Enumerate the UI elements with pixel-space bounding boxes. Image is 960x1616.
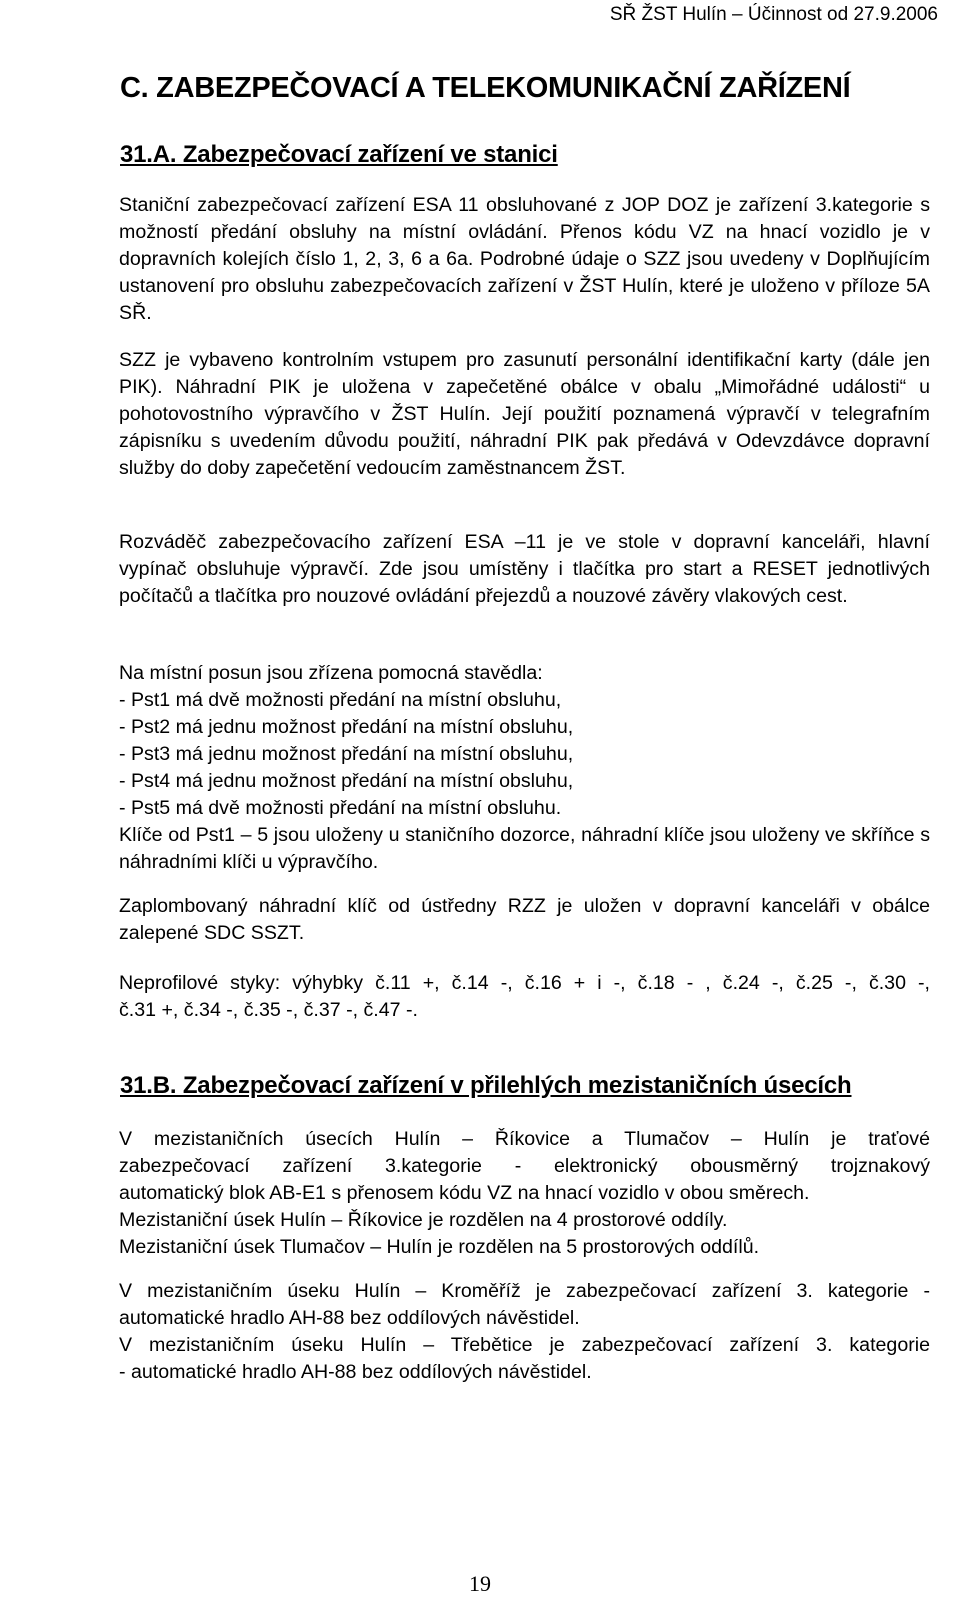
styky-line: Neprofilové styky: výhybky č.11 +, č.14 -, č.16 + i -, č.18 - , č.24 -, č.25 -, č.30 -, bbox=[119, 972, 930, 994]
styky-line: č.31 +, č.34 -, č.35 -, č.37 -, č.47 -. bbox=[119, 999, 418, 1021]
chapter-title: C. ZABEZPEČOVACÍ A TELEKOMUNIKAČNÍ ZAŘÍZENÍ bbox=[120, 72, 851, 104]
list-item: - Pst5 má dvě možnosti předání na místní obsluhu. bbox=[119, 797, 562, 819]
page-header: SŘ ŽST Hulín – Účinnost od 27.9.2006 bbox=[609, 4, 938, 25]
text-line: V mezistaničním úseku Hulín – Třebětice je zabezpečovací zařízení 3. kategorie bbox=[119, 1334, 930, 1356]
text-line: - automatické hradlo AH-88 bez oddílových návěstidel. bbox=[119, 1361, 592, 1383]
paragraph-text: Staniční zabezpečovací zařízení ESA 11 obsluhované z JOP DOZ je zařízení 3.kategorie s možností předání obsluhy na místní ovládání. Přenos kódu VZ na hnací vozidlo je v dopravních kolejích číslo 1, 2, 3, 6 a 6a. Podrobné údaje o SZZ jsou uvedeny v Doplňujícím ustanovení pro obsluhu zabezpečovacích zařízení v ŽST Hulín, které je uloženo v příloze 5A SŘ. bbox=[119, 194, 930, 324]
paragraph-text: Zaplombovaný náhradní klíč od ústředny RZZ je uložen v dopravní kanceláři v obálce zalepené SDC SSZT. bbox=[119, 895, 930, 944]
section-b-paragraph-2 bbox=[119, 1278, 930, 1386]
posun-list bbox=[119, 660, 930, 876]
list-item: - Pst1 má dvě možnosti předání na místní obsluhu, bbox=[119, 689, 562, 711]
text-line: automatický blok AB-E1 s přenosem kódu VZ na hnací vozidlo v obou směrech. bbox=[119, 1182, 810, 1204]
text-line: automatické hradlo AH-88 bez oddílových návěstidel. bbox=[119, 1307, 580, 1329]
section-a-paragraph-2 bbox=[119, 347, 930, 482]
styky-paragraph bbox=[119, 970, 930, 1024]
text-line: Mezistaniční úsek Tlumačov – Hulín je rozdělen na 5 prostorových oddílů. bbox=[119, 1236, 760, 1258]
section-a-paragraph-1 bbox=[119, 192, 930, 327]
section-a-paragraph-3 bbox=[119, 529, 930, 610]
posun-intro: Na místní posun jsou zřízena pomocná stavědla: bbox=[119, 662, 543, 684]
seal-paragraph bbox=[119, 893, 930, 947]
text-line: Mezistaniční úsek Hulín – Říkovice je rozdělen na 4 prostorové oddíly. bbox=[119, 1209, 728, 1231]
list-item: - Pst3 má jednu možnost předání na místní obsluhu, bbox=[119, 743, 574, 765]
list-item: - Pst2 má jednu možnost předání na místní obsluhu, bbox=[119, 716, 574, 738]
text-line: V mezistaničních úsecích Hulín – Říkovice a Tlumačov – Hulín je traťové bbox=[119, 1128, 930, 1150]
list-item: - Pst4 má jednu možnost předání na místní obsluhu, bbox=[119, 770, 574, 792]
text-line: zabezpečovací zařízení 3.kategorie - elektronický obousměrný trojznakový bbox=[119, 1155, 930, 1177]
paragraph-text: Rozváděč zabezpečovacího zařízení ESA –11 je ve stole v dopravní kanceláři, hlavní vypínač obsluhuje výpravčí. Zde jsou umístěny i tlačítka pro start a RESET jednotlivých počítačů a tlačítka pro nouzové ovládání přejezdů a nouzové závěry vlakových cest. bbox=[119, 531, 930, 607]
page-number: 19 bbox=[469, 1571, 491, 1596]
section-a-title: 31.A. Zabezpečovací zařízení ve stanici bbox=[120, 141, 558, 168]
section-b-paragraph-1 bbox=[119, 1126, 930, 1261]
text-line: V mezistaničním úseku Hulín – Kroměříž je zabezpečovací zařízení 3. kategorie - bbox=[119, 1280, 930, 1302]
paragraph-text: SZZ je vybaveno kontrolním vstupem pro zasunutí personální identifikační karty (dále jen PIK). Náhradní PIK je uložena v zapečetěné obálce v obalu „Mimořádné události“ u pohotovostního výpravčího v ŽST Hulín. Její použití poznamená výpravčí v telegrafním zápisníku s uvedením důvodu použití, náhradní PIK pak předává v Odevzdávce dopravní služby do doby zapečetění vedoucím zaměstnancem ŽST. bbox=[119, 349, 930, 479]
section-b-title: 31.B. Zabezpečovací zařízení v přilehlých mezistaničních úsecích bbox=[120, 1072, 852, 1099]
keys-paragraph: Klíče od Pst1 – 5 jsou uloženy u staničního dozorce, náhradní klíče jsou uloženy ve skříňce s náhradními klíči u výpravčího. bbox=[119, 824, 930, 873]
